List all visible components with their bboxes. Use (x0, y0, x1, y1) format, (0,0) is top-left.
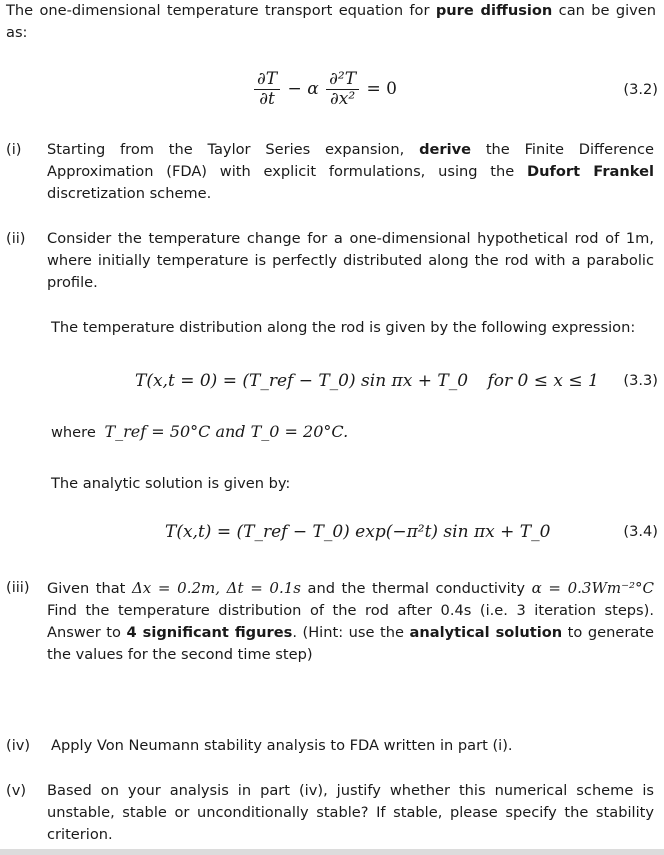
bold-dufort-frankel: Dufort Frankel (527, 163, 654, 180)
analytic-intro: The analytic solution is given by: (51, 475, 291, 492)
bold-analytical-solution: analytical solution (409, 624, 563, 641)
bottom-divider (0, 849, 664, 855)
bold-significant-figures: 4 significant figures (126, 624, 293, 641)
intro-text-end: can be given as: (6, 2, 656, 41)
equation-3-2 (252, 70, 397, 109)
minus-alpha: − α (287, 79, 319, 99)
space-derivative: $\frac{\text{∂²T}}{\text{∂x²}}$ (326, 70, 359, 109)
distribution-intro: The temperature distribution along the rod is given by the following expression: (51, 319, 636, 336)
eq34-expression: T(x,t) = (T_ref − T_0) exp(−π²t) sin πx + T_0 (165, 522, 551, 542)
equals-zero: = 0 (366, 79, 397, 99)
item-i-text: Starting from the Taylor Series expansion, derive the Finite Difference Approximation (FDA) with explicit formulations, using the Dufort Frankel discretization scheme. (47, 141, 654, 202)
eq33-condition: for 0 ≤ x ≤ 1 (487, 371, 599, 391)
equation-label-3-2: (3.2) (623, 81, 658, 98)
intro-text: The one-dimensional temperature transport equation for (6, 2, 436, 19)
eq33-expression: T(x,t = 0) = (T_ref − T_0) sin πx + T_0 (135, 371, 469, 391)
equation-label-3-4: (3.4) (623, 523, 658, 540)
where-math: T_ref = 50°C and T_0 = 20°C. (104, 422, 349, 441)
item-number-iv: (iv) (6, 737, 31, 754)
item-number-v: (v) (6, 782, 27, 799)
equation-3-3 (135, 368, 599, 394)
item-number-iii: (iii) (6, 579, 30, 596)
grid-spacing-math: Δx = 0.2m, Δt = 0.1s (131, 579, 301, 597)
item-number-i: (i) (6, 141, 22, 158)
equation-3-4 (165, 519, 550, 545)
item-iv-text: Apply Von Neumann stability analysis to FDA written in part (i). (51, 737, 513, 754)
item-number-ii: (ii) (6, 230, 26, 247)
equation-label-3-3: (3.3) (623, 372, 658, 389)
intro-bold: pure diffusion (435, 2, 553, 19)
item-ii-text: Consider the temperature change for a one-dimensional hypothetical rod of 1m, where initially temperature is perfectly distributed along the rod with a parabolic profile. (47, 230, 654, 291)
conductivity-math: α = 0.3Wm⁻²°C (531, 579, 654, 597)
item-v-text: Based on your analysis in part (iv), justify whether this numerical scheme is unstable, stable or unconditionally stable? If stable, please specify the stability criterion. (47, 782, 654, 843)
intro-paragraph (6, 0, 656, 44)
where-label: where (51, 424, 96, 441)
bold-derive: derive (419, 141, 472, 158)
item-iii-text: Given that Δx = 0.2m, Δt = 0.1s and the thermal conductivity α = 0.3Wm⁻²°C Find the temperature distribution of the rod after 0.4s (i.e. 3 iteration steps). Answer to 4 significant figures. (Hint: use the analytical solution to generate the values for the second time step) (47, 579, 654, 663)
where-line (51, 421, 348, 444)
time-derivative: $\frac{\partial T}{\partial t}$ (254, 70, 280, 109)
